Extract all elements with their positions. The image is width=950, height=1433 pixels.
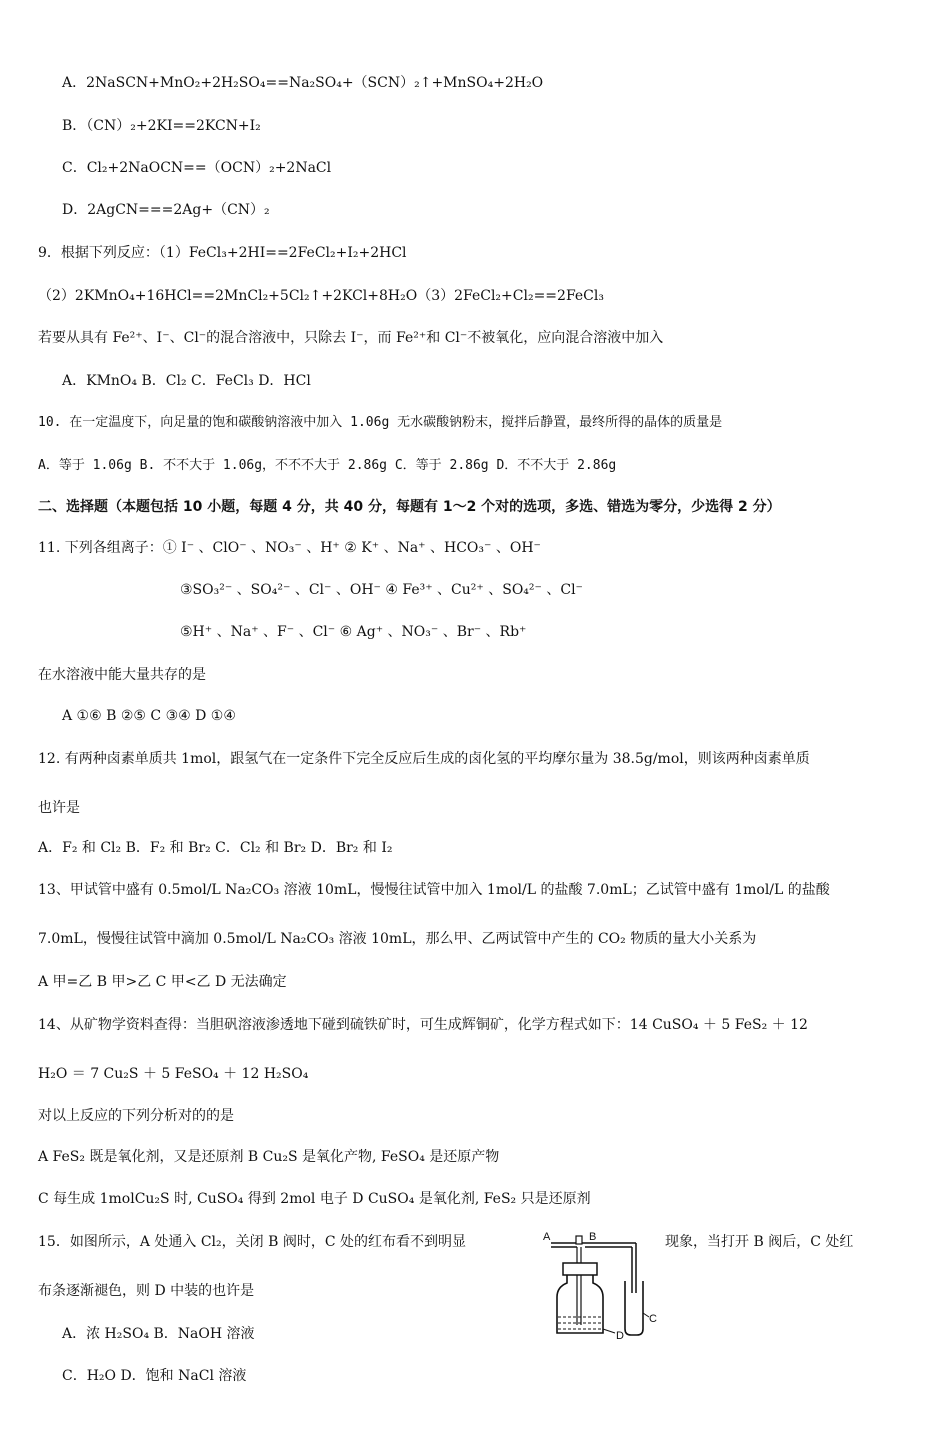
question-15: 15．如图所示，A 处通入 Cl₂，关闭 B 阀时，C 处的红布看不到明显 bbox=[38, 1234, 466, 1250]
question-14-equation: H₂O ＝ 7 Cu₂S ＋ 5 FeSO₄ ＋ 12 H₂SO₄ bbox=[38, 1066, 309, 1082]
question-12-options: A．F₂ 和 Cl₂ B．F₂ 和 Br₂ C．Cl₂ 和 Br₂ D．Br₂ 和 I₂ bbox=[38, 840, 393, 856]
question-11: 11. 下列各组离子：① I⁻ 、ClO⁻ 、NO₃⁻ 、H⁺ ② K⁺ 、Na⁺ 、HCO₃⁻ 、OH⁻ bbox=[38, 540, 541, 556]
question-9-stem: 若要从具有 Fe²⁺、I⁻、Cl⁻的混合溶液中，只除去 I⁻，而 Fe²⁺和 Cl⁻不被氧化，应向混合溶液中加入 bbox=[38, 330, 664, 346]
question-10: 10. 在一定温度下，向足量的饱和碳酸钠溶液中加入 1.06g 无水碳酸钠粉末，搅拌后静置，最终所得的晶体的质量是 bbox=[38, 415, 723, 430]
label-a: A bbox=[543, 1231, 551, 1243]
question-9-options: A．KMnO₄ B．Cl₂ C．FeCl₃ D．HCl bbox=[62, 373, 311, 389]
label-d: D bbox=[616, 1330, 624, 1342]
question-14-options-cd: C 每生成 1molCu₂S 时, CuSO₄ 得到 2mol 电子 D CuSO₄ 是氧化剂, FeS₂ 只是还原剂 bbox=[38, 1191, 591, 1207]
question-13: 13、甲试管中盛有 0.5mol/L Na₂CO₃ 溶液 10mL，慢慢往试管中加入 1mol/L 的盐酸 7.0mL；乙试管中盛有 1mol/L 的盐酸 bbox=[38, 882, 830, 898]
option-8b: B．（CN）₂+2KI==2KCN+I₂ bbox=[62, 118, 261, 134]
label-b: B bbox=[589, 1231, 597, 1243]
label-c: C bbox=[649, 1313, 657, 1325]
question-12-cont: 也许是 bbox=[38, 800, 80, 816]
question-11-options: A ①⑥ B ②⑤ C ③④ D ①④ bbox=[62, 708, 236, 724]
question-9: 9．根据下列反应：（1）FeCl₃+2HI==2FeCl₂+I₂+2HCl bbox=[38, 245, 407, 261]
question-15-options-cd: C．H₂O D．饱和 NaCl 溶液 bbox=[62, 1368, 247, 1384]
question-11-stem: 在水溶液中能大量共存的是 bbox=[38, 667, 206, 683]
question-11-group-3-4: ③SO₃²⁻ 、SO₄²⁻ 、Cl⁻ 、OH⁻ ④ Fe³⁺ 、Cu²⁺ 、SO₄²⁻ 、Cl⁻ bbox=[180, 582, 583, 598]
question-11-group-5-6: ⑤H⁺ 、Na⁺ 、F⁻ 、Cl⁻ ⑥ Ag⁺ 、NO₃⁻ 、Br⁻ 、Rb⁺ bbox=[180, 624, 527, 640]
question-14-stem: 对以上反应的下列分析对的的是 bbox=[38, 1108, 234, 1124]
question-15-cont: 布条逐渐褪色，则 D 中装的也许是 bbox=[38, 1283, 255, 1299]
question-14-options-ab: A FeS₂ 既是氧化剂，又是还原剂 B Cu₂S 是氧化产物, FeSO₄ 是还原产物 bbox=[38, 1149, 500, 1165]
question-15-right: 现象，当打开 B 阀后，C 处红 bbox=[665, 1234, 854, 1250]
section-heading: 二、选择题（本题包括 10 小题，每题 4 分，共 40 分，每题有 1～2 个对的选项，多选、错选为零分，少选得 2 分） bbox=[38, 499, 781, 515]
apparatus-figure bbox=[543, 1233, 663, 1343]
question-15-options-ab: A．浓 H₂SO₄ B．NaOH 溶液 bbox=[62, 1326, 255, 1342]
option-8a: A．2NaSCN+MnO₂+2H₂SO₄==Na₂SO₄+（SCN）₂↑+MnSO₄+2H₂O bbox=[62, 75, 544, 91]
question-10-options: A．等于 1.06g B. 不不大于 1.06g，不不不大于 2.86g C．等于 2.86g D．不不大于 2.86g bbox=[38, 458, 617, 473]
option-8c: C．Cl₂+2NaOCN==（OCN）₂+2NaCl bbox=[62, 160, 332, 176]
question-13-cont: 7.0mL，慢慢往试管中滴加 0.5mol/L Na₂CO₃ 溶液 10mL，那么甲、乙两试管中产生的 CO₂ 物质的量大小关系为 bbox=[38, 931, 757, 947]
question-13-options: A 甲=乙 B 甲>乙 C 甲<乙 D 无法确定 bbox=[38, 974, 287, 990]
question-12: 12. 有两种卤素单质共 1mol，跟氢气在一定条件下完全反应后生成的卤化氢的平均摩尔量为 38.5g/mol，则该两种卤素单质 bbox=[38, 751, 810, 767]
apparatus-diagram bbox=[543, 1233, 663, 1343]
question-14: 14、从矿物学资料查得：当胆矾溶液渗透地下碰到硫铁矿时，可生成辉铜矿，化学方程式如下：14 CuSO₄ ＋ 5 FeS₂ ＋ 12 bbox=[38, 1017, 808, 1033]
question-9-reactions: （2）2KMnO₄+16HCl==2MnCl₂+5Cl₂↑+2KCl+8H₂O（3）2FeCl₂+Cl₂==2FeCl₃ bbox=[38, 288, 604, 304]
option-8d: D．2AgCN===2Ag+（CN）₂ bbox=[62, 202, 270, 218]
